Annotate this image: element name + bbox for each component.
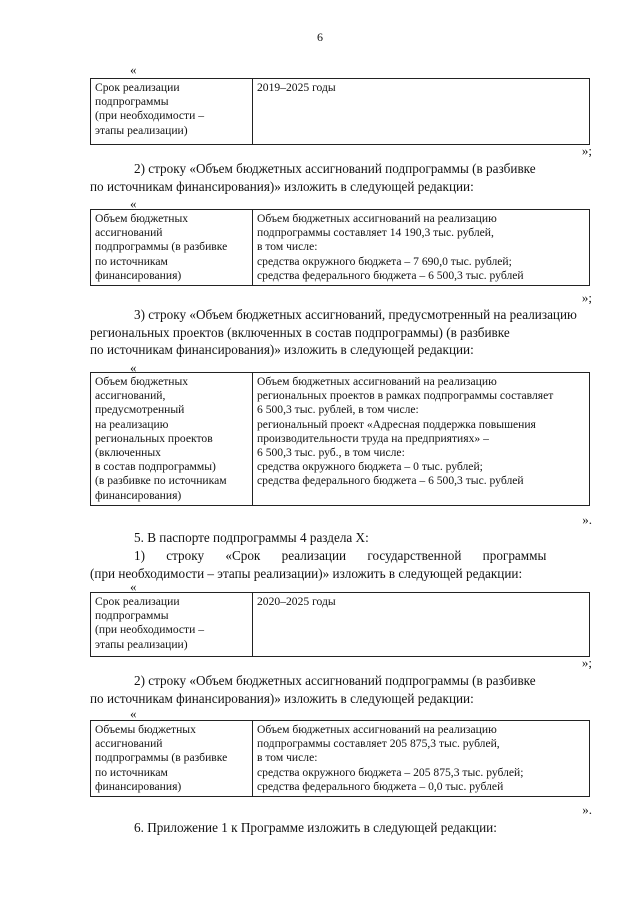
table-row [91, 210, 590, 286]
cell-line: подпрограммы (в разбивке [95, 240, 228, 254]
close-quote: ». [582, 512, 592, 527]
cell-line: 2020–2025 годы [257, 595, 336, 608]
paragraph-section-5 [90, 529, 590, 547]
cell-line: подпрограммы составляет 205 875,3 тыс. рублей, [257, 737, 500, 751]
cell-line: Объем бюджетных [95, 212, 189, 225]
cell-line: финансирования) [95, 779, 182, 793]
table-cell-label [91, 373, 253, 506]
table-budget-subprogram-1 [90, 209, 590, 286]
cell-line: подпрограммы составляет 14 190,3 тыс. рублей, [257, 226, 494, 240]
table-term-subprogram-1 [90, 78, 590, 145]
cell-line: (при необходимости – [95, 623, 205, 637]
cell-line: (включенных [95, 446, 161, 460]
cell-line: финансирования) [95, 488, 182, 502]
table-budget-subprogram-4 [90, 720, 590, 797]
table-cell-value [253, 79, 590, 145]
cell-line: подпрограммы (в разбивке [95, 751, 228, 765]
cell-line: средства окружного бюджета – 7 690,0 тыс. рублей; [257, 254, 512, 268]
table-cell-label [91, 210, 253, 286]
cell-line: этапы реализации) [95, 123, 188, 137]
paragraph-line: по источникам финансирования)» изложить в следующей редакции: [90, 690, 474, 706]
cell-line: 2019–2025 годы [257, 81, 336, 94]
cell-line: на реализацию [95, 417, 169, 431]
paragraph-item-2-sub4 [90, 672, 590, 707]
cell-line: средства окружного бюджета – 0 тыс. рублей; [257, 460, 483, 474]
table-cell-value [253, 721, 590, 797]
cell-line: 6 500,3 тыс. рублей, в том числе: [257, 403, 419, 417]
table-row [91, 373, 590, 506]
cell-line: региональный проект «Адресная поддержка повышения [257, 417, 536, 431]
paragraph-line: 5. В паспорте подпрограммы 4 раздела X: [134, 530, 369, 545]
cell-line: Объем бюджетных ассигнований на реализацию [257, 212, 497, 225]
paragraph-item-1 [90, 547, 590, 582]
paragraph-item-2 [90, 160, 590, 195]
cell-line: региональных проектов [95, 431, 213, 445]
table-cell-label [91, 721, 253, 797]
cell-line: подпрограммы [95, 609, 169, 623]
cell-line: ассигнований [95, 737, 163, 751]
table-row [91, 79, 590, 145]
cell-line: в том числе: [257, 751, 318, 765]
cell-line: Объем бюджетных ассигнований на реализацию [257, 723, 497, 736]
paragraph-line: 6. Приложение 1 к Программе изложить в следующей редакции: [134, 820, 497, 835]
open-quote: « [130, 196, 137, 211]
table-cell-label [91, 79, 253, 145]
table-cell-label [91, 593, 253, 657]
cell-line: Срок реализации [95, 595, 180, 608]
table-row [91, 593, 590, 657]
cell-line: предусмотренный [95, 403, 185, 417]
close-quote: »; [581, 143, 592, 158]
table-term-subprogram-4 [90, 592, 590, 657]
open-quote: « [130, 579, 137, 594]
cell-line: финансирования) [95, 268, 182, 282]
cell-line: 6 500,3 тыс. руб., в том числе: [257, 446, 405, 460]
close-quote: ». [582, 802, 592, 817]
paragraph-line: 2) строку «Объем бюджетных ассигнований подпрограммы (в разбивке [134, 673, 536, 688]
cell-line: (при необходимости – [95, 109, 205, 123]
table-budget-regional-projects [90, 372, 590, 506]
cell-line: средства федерального бюджета – 6 500,3 тыс. рублей [257, 268, 524, 282]
open-quote: « [130, 706, 137, 721]
cell-line: Объемы бюджетных [95, 723, 196, 736]
cell-line: подпрограммы [95, 95, 169, 109]
cell-line: Объем бюджетных ассигнований на реализацию [257, 375, 497, 388]
cell-line: этапы реализации) [95, 637, 188, 651]
paragraph-item-3 [90, 306, 590, 359]
paragraph-line: по источникам финансирования)» изложить в следующей редакции: [90, 178, 474, 194]
paragraph-line: региональных проектов (включенных в состав подпрограммы) (в разбивке [90, 324, 510, 340]
cell-line: (в разбивке по источникам [95, 474, 227, 488]
open-quote: « [130, 360, 137, 375]
table-cell-value [253, 210, 590, 286]
close-quote: »; [581, 290, 592, 305]
table-cell-value [253, 593, 590, 657]
open-quote: « [130, 62, 137, 77]
paragraph-line: 3) строку «Объем бюджетных ассигнований, предусмотренный на реализацию [134, 307, 577, 322]
cell-line: ассигнований, [95, 389, 166, 403]
cell-line: производительности труда на предприятиях» – [257, 431, 489, 445]
cell-line: ассигнований [95, 226, 163, 240]
cell-line: средства федерального бюджета – 6 500,3 тыс. рублей [257, 474, 524, 488]
cell-line: Срок реализации [95, 81, 180, 94]
cell-line: в том числе: [257, 240, 318, 254]
cell-line: Объем бюджетных [95, 375, 189, 388]
cell-line: по источникам [95, 254, 168, 268]
close-quote: »; [581, 655, 592, 670]
cell-line: средства федерального бюджета – 0,0 тыс. рублей [257, 779, 504, 793]
paragraph-line: 2) строку «Объем бюджетных ассигнований подпрограммы (в разбивке [134, 161, 536, 176]
paragraph-section-6 [90, 819, 590, 837]
table-cell-value [253, 373, 590, 506]
paragraph-line: по источникам финансирования)» изложить в следующей редакции: [90, 342, 474, 357]
table-row [91, 721, 590, 797]
cell-line: в состав подпрограммы) [95, 460, 216, 474]
paragraph-line: (при необходимости – этапы реализации)» изложить в следующей редакции: [90, 565, 523, 581]
page-number: 6 [317, 30, 323, 44]
paragraph-line: 1) строку «Срок реализации государственной программы [134, 548, 547, 563]
cell-line: средства окружного бюджета – 205 875,3 тыс. рублей; [257, 765, 524, 779]
cell-line: региональных проектов в рамках подпрограммы составляет [257, 389, 554, 403]
cell-line: по источникам [95, 765, 168, 779]
